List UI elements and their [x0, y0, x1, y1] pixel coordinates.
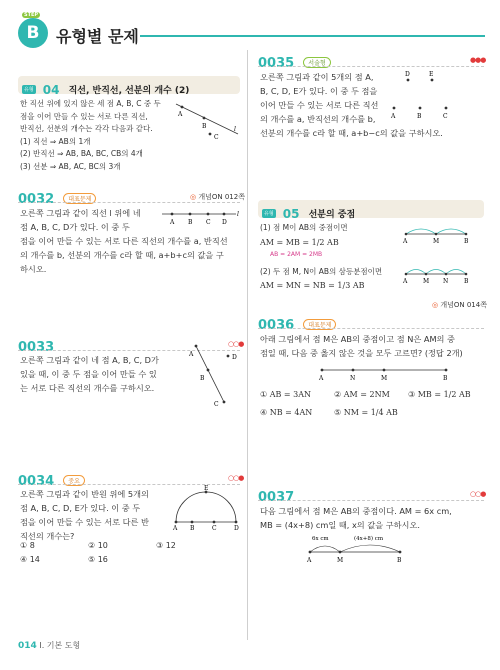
choices-row-1 [260, 390, 488, 399]
label-c: C [206, 219, 211, 226]
label-a: A [403, 278, 408, 284]
arc-right [436, 229, 466, 234]
label-l: l [237, 211, 239, 218]
label-c: C [214, 401, 219, 408]
label-d: D [234, 525, 239, 532]
point-b [189, 213, 192, 216]
point-a [171, 213, 174, 216]
question-line: 오른쪽 그림과 같이 직선 l 위에 네 [20, 208, 141, 218]
question-line: 의 개수를 b, 선분의 개수를 c라 할 때, a+b+c의 값을 구 [20, 250, 224, 260]
point-a [393, 107, 396, 110]
trisection-figure [400, 262, 480, 284]
point-c [213, 521, 216, 524]
type-title: 선분의 중점 [308, 210, 356, 220]
point-d [407, 79, 410, 82]
label-b: B [397, 557, 402, 564]
label-d: D [222, 219, 227, 226]
point-d [235, 521, 238, 524]
segment-ac [196, 346, 224, 402]
difficulty-dots: ○○● [228, 340, 244, 348]
label-n: N [350, 375, 356, 382]
point-a [405, 273, 408, 276]
arc-left [406, 229, 436, 234]
question-line: 직선의 개수는? [20, 531, 75, 541]
question-rule [258, 500, 484, 501]
type-04-line: 점을 이어 만들 수 있는 서로 다른 직선, [20, 111, 148, 121]
point-b [203, 117, 206, 120]
point-c [223, 401, 226, 404]
type-05-header [258, 200, 484, 221]
label-a: A [170, 219, 175, 226]
type-number: 04 [42, 82, 60, 97]
choice-2[interactable]: ② AM = 2NM [334, 390, 390, 399]
concept-reference: ◎ 개념ON 014쪽 [432, 301, 487, 309]
choice-5[interactable]: ⑤ 16 [88, 555, 108, 564]
label-b: B [443, 375, 448, 382]
question-number: 0036 [258, 318, 295, 333]
question-0036-figure [316, 362, 456, 384]
label-a: A [391, 113, 396, 120]
point-a [175, 521, 178, 524]
question-number: 0035 [258, 56, 295, 71]
label-b: B [464, 278, 469, 284]
type-04-item: (3) 선분 ⇒ AB, AC, BC의 3개 [20, 161, 121, 171]
question-rule [18, 202, 240, 203]
arc-2 [426, 270, 446, 275]
choice-4[interactable]: ④ NB = 4AN [260, 408, 313, 417]
midpoint-figure [400, 222, 480, 244]
trisection-equation: AM = MN = NB = 1/3 AB [260, 281, 365, 290]
label-e: E [429, 71, 434, 78]
label-c: C [212, 525, 217, 532]
point-a [195, 345, 198, 348]
segment-label-mb: (4x+8) cm [354, 536, 384, 542]
point-m [425, 273, 428, 276]
choice-2[interactable]: ② 10 [88, 541, 108, 550]
question-0033-figure [188, 340, 242, 410]
question-line: 점일 때, 다음 중 옳지 않은 것을 모두 고르면? (정답 2개) [260, 348, 463, 358]
question-line: 오른쪽 그림과 같이 네 점 A, B, C, D가 [20, 355, 159, 365]
question-line: 이어 만들 수 있는 서로 다른 직선 [260, 100, 379, 110]
question-line: 하시오. [20, 264, 47, 274]
choices-row-2 [20, 555, 242, 564]
question-line: 오른쪽 그림과 같이 5개의 점 A, [260, 72, 374, 82]
point-b [399, 551, 402, 554]
concept-reference-text: 개념ON 012쪽 [198, 193, 245, 201]
label-e: E [204, 485, 209, 492]
point-e [431, 79, 434, 82]
type-number: 05 [282, 206, 300, 221]
label-c: C [214, 134, 219, 140]
label-a: A [307, 557, 312, 564]
point-d [227, 355, 230, 358]
type-04-header [18, 76, 240, 97]
point-a [309, 551, 312, 554]
question-line: 점 A, B, C, D, E가 있다. 이 중 두 [20, 503, 141, 513]
label-d: D [405, 71, 410, 78]
question-line: 점을 이어 만들 수 있는 서로 다른 반 [20, 517, 149, 527]
label-a: A [178, 111, 183, 118]
question-0037-body [260, 504, 488, 532]
arc-3 [446, 270, 466, 275]
type-label: 유형 [264, 211, 274, 217]
type-label: 유형 [24, 87, 34, 93]
question-0036-header [258, 314, 336, 333]
point-m [339, 551, 342, 554]
figure-line [176, 104, 238, 134]
column-divider [247, 50, 248, 640]
point-c [445, 107, 448, 110]
type-04-line: 반직선, 선분의 개수는 각각 다음과 같다. [20, 124, 153, 133]
type-title: 직선, 반직선, 선분의 개수 (2) [68, 86, 190, 96]
label-c: C [443, 113, 448, 120]
difficulty-dots: ○○● [228, 474, 244, 482]
question-line: 있을 때, 이 중 두 점을 이어 만들 수 있 [20, 369, 157, 379]
choice-5[interactable]: ⑤ NM = 1/4 AB [334, 408, 398, 417]
point-a [321, 369, 324, 372]
point-m [435, 233, 438, 236]
label-b: B [417, 113, 422, 120]
chip-representative: 대표문제 [63, 193, 96, 204]
midpoint-note: AB = 2AM = 2MB [270, 251, 323, 258]
question-number: 0033 [18, 340, 55, 355]
label-m: M [423, 278, 430, 284]
point-d [223, 213, 226, 216]
point-c [209, 133, 212, 136]
choice-4[interactable]: ④ 14 [20, 555, 40, 564]
type-04-item: (2) 반직선 ⇒ AB, BA, BC, CB의 4개 [20, 149, 143, 158]
question-line: 는 서로 다른 직선의 개수를 구하시오. [20, 383, 155, 393]
type-04-line: 한 직선 위에 있지 않은 세 점 A, B, C 중 두 [20, 99, 161, 108]
question-line: 다음 그림에서 점 M은 AB의 중점이다. AM = 6x cm, [260, 506, 452, 516]
semicircle-arc [176, 492, 236, 522]
question-0035-header [258, 52, 331, 71]
point-n [352, 369, 355, 372]
label-m: M [381, 375, 388, 382]
point-b [419, 107, 422, 110]
choices-row-2 [260, 408, 488, 417]
question-number: 0032 [18, 192, 55, 207]
choice-1[interactable]: ① AB = 3AN [260, 390, 312, 399]
question-number: 0034 [18, 474, 55, 489]
point-b [191, 521, 194, 524]
step-badge [18, 12, 48, 48]
label-m: M [433, 238, 440, 244]
chip-representative: 대표문제 [303, 319, 336, 330]
question-line: 의 개수를 a, 반직선의 개수를 b, [260, 114, 376, 124]
question-line: 선분의 개수를 c라 할 때, a+b−c의 값을 구하시오. [260, 128, 443, 138]
choice-1[interactable]: ① 8 [20, 541, 35, 550]
question-line: 아래 그림에서 점 M은 AB의 중점이고 점 N은 AM의 중 [260, 334, 455, 344]
question-line: 점을 이어 만들 수 있는 서로 다른 직선의 개수를 a, 반직선 [20, 236, 228, 246]
label-n: N [443, 278, 449, 284]
label-a: A [189, 351, 194, 358]
point-b [445, 369, 448, 372]
difficulty-dots: ○○● [470, 490, 486, 498]
point-b [465, 233, 468, 236]
question-rule [258, 66, 484, 67]
question-line: MB = (4x+8) cm일 때, x의 값을 구하시오. [260, 520, 420, 530]
arc-1 [406, 270, 426, 275]
question-0036-body [260, 332, 488, 360]
label-b: B [188, 219, 193, 226]
question-0034-figure [170, 484, 242, 532]
question-rule [258, 328, 484, 329]
label-b: B [190, 525, 195, 532]
arc-am [310, 546, 340, 552]
point-b [465, 273, 468, 276]
arc-mb [340, 545, 400, 552]
point-a [181, 106, 184, 109]
question-0037-header [258, 486, 294, 505]
chip-important: 중요 [63, 475, 85, 486]
label-a: A [173, 525, 178, 532]
type-04-figure [172, 98, 242, 140]
point-n [445, 273, 448, 276]
label-d: D [232, 354, 237, 361]
point-c [207, 213, 210, 216]
type-05-body [260, 222, 410, 293]
question-line: 오른쪽 그림과 같이 반원 위에 5개의 [20, 489, 149, 499]
question-0032-figure [160, 206, 242, 228]
question-0033-body [20, 353, 190, 395]
question-0035-figure [386, 68, 476, 120]
choices-row-1 [20, 541, 242, 550]
label-b: B [464, 238, 469, 244]
difficulty-dots: ●●● [470, 56, 486, 64]
question-0037-figure [300, 532, 420, 564]
page-number: 014 [18, 641, 37, 651]
question-line: B, C, D, E가 있다. 이 중 두 점을 [260, 86, 378, 96]
choice-3[interactable]: ③ MB = 1/2 AB [408, 390, 471, 399]
concept-reference: ◎ 개념ON 012쪽 [190, 193, 245, 201]
step-badge-label: STEP [24, 12, 39, 18]
type-04-item: (1) 직선 ⇒ AB의 1개 [20, 136, 91, 146]
point-a [405, 233, 408, 236]
concept-reference-text: 개념ON 014쪽 [440, 301, 487, 309]
type-04-body [20, 98, 170, 173]
point-m [383, 369, 386, 372]
label-a: A [319, 375, 324, 382]
page-footer [18, 640, 80, 651]
label-m: M [337, 557, 344, 564]
type-05-item: (1) 점 M이 AB의 중점이면 [260, 223, 348, 232]
midpoint-equation: AM = MB = 1/2 AB [260, 237, 339, 247]
point-b [207, 369, 210, 372]
type-05-item: (2) 두 점 M, N이 AB의 삼등분점이면 [260, 266, 383, 276]
chip-descriptive: 서술형 [303, 57, 330, 68]
choice-3[interactable]: ③ 12 [156, 541, 176, 550]
section-name: I. 기본 도형 [39, 641, 81, 650]
label-l: l [234, 126, 236, 133]
question-0034-body [20, 487, 170, 543]
label-b: B [202, 123, 207, 130]
label-a: A [403, 238, 408, 244]
header-rule [140, 35, 485, 37]
page-title: 유형별 문제 [56, 27, 139, 46]
segment-label-am: 6x cm [312, 536, 329, 542]
step-badge-letter: B [26, 23, 40, 43]
label-b: B [200, 375, 205, 382]
question-line: 점 A, B, C, D가 있다. 이 중 두 [20, 222, 130, 232]
question-number: 0037 [258, 490, 295, 505]
question-0032-header [18, 188, 96, 207]
